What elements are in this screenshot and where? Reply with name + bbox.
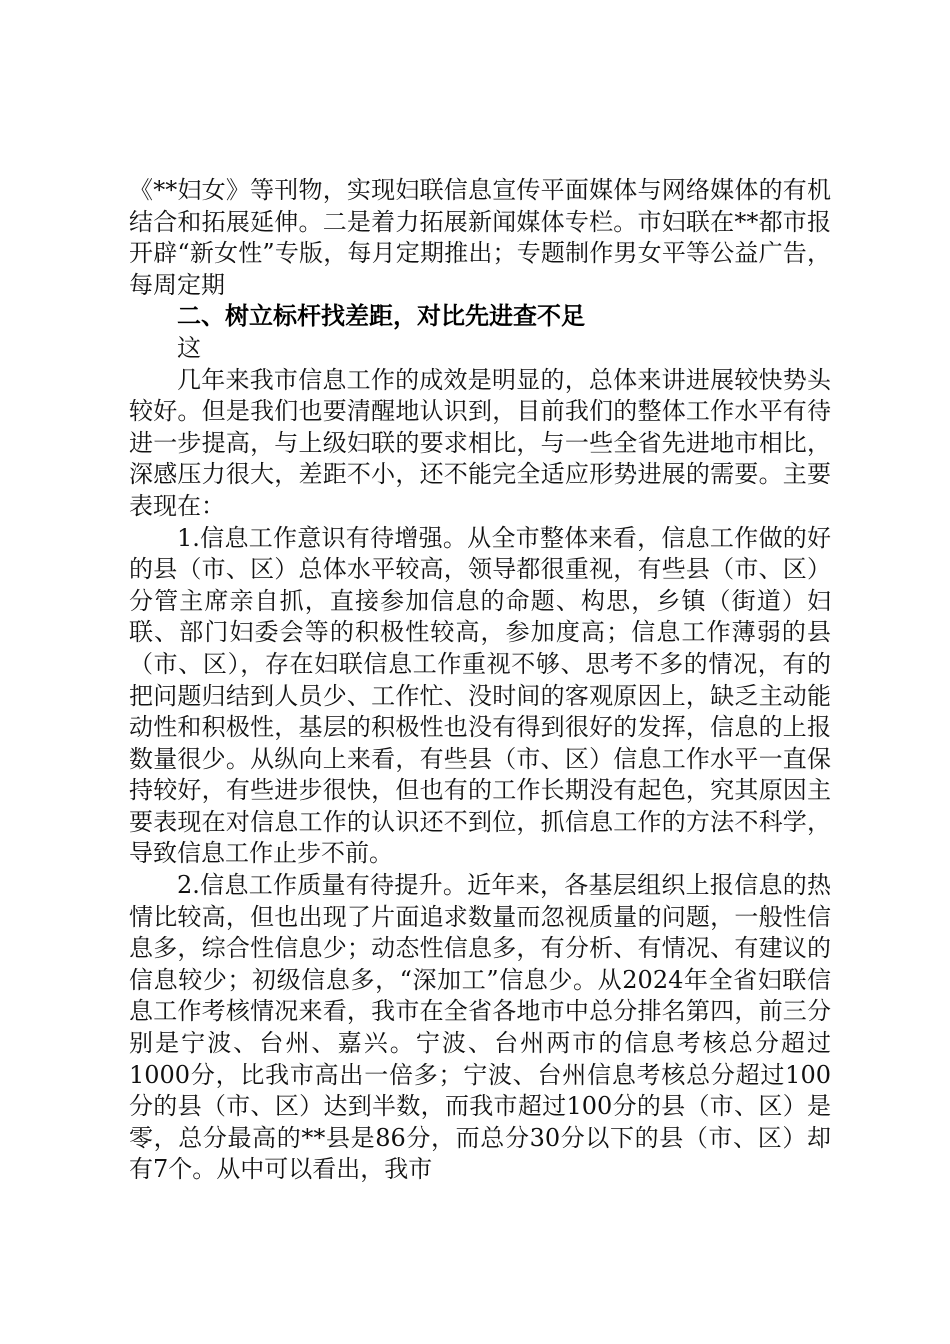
- paragraph-point-1: 1.信息工作意识有待增强。从全市整体来看，信息工作做的好的县（市、区）总体水平较高，领导都很重视，有些县（市、区）分管主席亲自抓，直接参加信息的命题、构思，乡镇（街道）妇联、部门妇委会等的积极性较高，参加度高；信息工作薄弱的县（市、区），存在妇联信息工作重视不够、思考不多的情况，有的把问题归结到人员少、工作忙、没时间的客观原因上，缺乏主动能动性和积极性，基层的积极性也没有得到很好的发挥，信息的上报数量很少。从纵向上来看，有些县（市、区）信息工作水平一直保持较好，有些进步很快，但也有的工作长期没有起色，究其原因主要表现在对信息工作的认识还不到位，抓信息工作的方法不科学，导致信息工作止步不前。: [129, 523, 831, 868]
- paragraph-overview: 几年来我市信息工作的成效是明显的，总体来讲进展较快势头较好。但是我们也要清醒地认识到，目前我们的整体工作水平有待进一步提高，与上级妇联的要求相比，与一些全省先进地市相比，深感压力很大，差距不小，还不能完全适应形势进展的需要。主要表现在：: [129, 365, 831, 520]
- paragraph-point-2: 2.信息工作质量有待提升。近年来，各基层组织上报信息的热情比较高，但也出现了片面追求数量而忽视质量的问题，一般性信息多，综合性信息少；动态性信息多，有分析、有情况、有建议的信息较少；初级信息多，“深加工”信息少。从2024年全省妇联信息工作考核情况来看，我市在全省各地市中总分排名第四，前三分别是宁波、台州、嘉兴。宁波、台州两市的信息考核总分超过1000分，比我市高出一倍多；宁波、台州信息考核总分超过100分的县（市、区）达到半数，而我市超过100分的县（市、区）是零，总分最高的**县是86分，而总分30分以下的县（市、区）却有7个。从中可以看出，我市: [129, 871, 831, 1184]
- paragraph-fragment: 这: [177, 333, 201, 362]
- document-body: [129, 175, 831, 1186]
- section-heading-2: 二、树立标杆找差距，对比先进查不足: [177, 302, 585, 331]
- paragraph-intro-continuation: 《**妇女》等刊物，实现妇联信息宣传平面媒体与网络媒体的有机结合和拓展延伸。二是着力拓展新闻媒体专栏。市妇联在**都市报开辟“新女性”专版，每月定期推出；专题制作男女平等公益广告，每周定期: [129, 176, 831, 299]
